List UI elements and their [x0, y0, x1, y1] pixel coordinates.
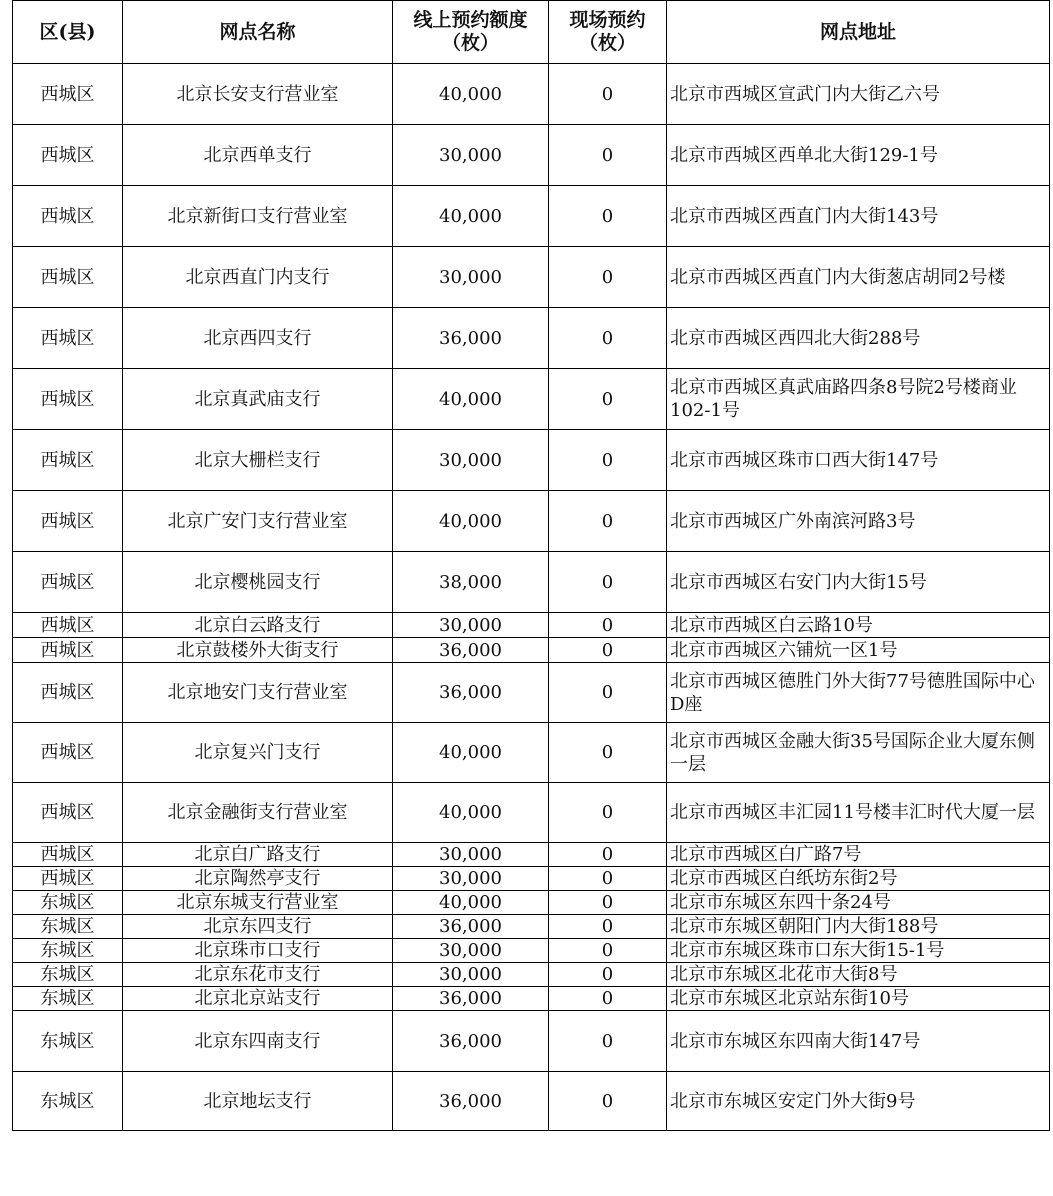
onsite-quota-cell: 0 — [549, 430, 667, 491]
onsite-quota-cell: 0 — [549, 613, 667, 638]
branch-cell: 北京珠市口支行 — [123, 939, 393, 963]
onsite-quota-cell: 0 — [549, 369, 667, 430]
branch-cell: 北京复兴门支行 — [123, 723, 393, 783]
branch-cell: 北京大栅栏支行 — [123, 430, 393, 491]
header-branch: 网点名称 — [123, 1, 393, 64]
district-cell: 西城区 — [13, 369, 123, 430]
address-cell: 北京市东城区东四十条24号 — [667, 891, 1050, 915]
branch-cell: 北京白云路支行 — [123, 613, 393, 638]
district-cell: 西城区 — [13, 430, 123, 491]
onsite-quota-cell: 0 — [549, 491, 667, 552]
online-quota-cell: 30,000 — [393, 939, 549, 963]
onsite-quota-cell: 0 — [549, 1072, 667, 1131]
branch-cell: 北京西直门内支行 — [123, 247, 393, 308]
onsite-quota-cell: 0 — [549, 963, 667, 987]
online-quota-cell: 30,000 — [393, 125, 549, 186]
table-row — [13, 987, 1050, 1011]
table-row — [13, 638, 1050, 663]
address-cell: 北京市东城区北京站东街10号 — [667, 987, 1050, 1011]
table-row — [13, 613, 1050, 638]
address-cell: 北京市西城区真武庙路四条8号院2号楼商业102-1号 — [667, 369, 1050, 430]
district-cell: 西城区 — [13, 491, 123, 552]
district-cell: 西城区 — [13, 638, 123, 663]
branch-cell: 北京新街口支行营业室 — [123, 186, 393, 247]
header-address: 网点地址 — [667, 1, 1050, 64]
table-row — [13, 552, 1050, 613]
district-cell: 西城区 — [13, 308, 123, 369]
address-cell: 北京市东城区安定门外大街9号 — [667, 1072, 1050, 1131]
table-row — [13, 1072, 1050, 1131]
branch-quota-table — [12, 0, 1050, 1131]
district-cell: 东城区 — [13, 915, 123, 939]
onsite-quota-cell: 0 — [549, 64, 667, 125]
district-cell: 西城区 — [13, 613, 123, 638]
branch-cell: 北京长安支行营业室 — [123, 64, 393, 125]
branch-cell: 北京西单支行 — [123, 125, 393, 186]
header-row — [13, 1, 1050, 64]
address-cell: 北京市西城区宣武门内大街乙六号 — [667, 64, 1050, 125]
district-cell: 西城区 — [13, 867, 123, 891]
onsite-quota-cell: 0 — [549, 939, 667, 963]
header-online-quota: 线上预约额度（枚） — [393, 1, 549, 64]
online-quota-cell: 40,000 — [393, 783, 549, 843]
table-row — [13, 186, 1050, 247]
address-cell: 北京市西城区六铺炕一区1号 — [667, 638, 1050, 663]
table-row — [13, 891, 1050, 915]
online-quota-cell: 40,000 — [393, 64, 549, 125]
branch-cell: 北京地坛支行 — [123, 1072, 393, 1131]
address-cell: 北京市西城区珠市口西大街147号 — [667, 430, 1050, 491]
district-cell: 西城区 — [13, 186, 123, 247]
district-cell: 西城区 — [13, 843, 123, 867]
address-cell: 北京市东城区朝阳门内大街188号 — [667, 915, 1050, 939]
table-row — [13, 663, 1050, 723]
onsite-quota-cell: 0 — [549, 723, 667, 783]
table-row — [13, 867, 1050, 891]
table-row — [13, 369, 1050, 430]
onsite-quota-cell: 0 — [549, 552, 667, 613]
table-row — [13, 1011, 1050, 1072]
branch-cell: 北京广安门支行营业室 — [123, 491, 393, 552]
online-quota-cell: 30,000 — [393, 843, 549, 867]
district-cell: 西城区 — [13, 723, 123, 783]
address-cell: 北京市东城区珠市口东大街15-1号 — [667, 939, 1050, 963]
onsite-quota-cell: 0 — [549, 915, 667, 939]
address-cell: 北京市西城区广外南滨河路3号 — [667, 491, 1050, 552]
table-row — [13, 915, 1050, 939]
district-cell: 西城区 — [13, 64, 123, 125]
branch-cell: 北京鼓楼外大街支行 — [123, 638, 393, 663]
branch-cell: 北京真武庙支行 — [123, 369, 393, 430]
district-cell: 东城区 — [13, 987, 123, 1011]
district-cell: 西城区 — [13, 125, 123, 186]
table-row — [13, 939, 1050, 963]
online-quota-cell: 30,000 — [393, 430, 549, 491]
address-cell: 北京市东城区北花市大街8号 — [667, 963, 1050, 987]
address-cell: 北京市西城区西四北大街288号 — [667, 308, 1050, 369]
branch-cell: 北京地安门支行营业室 — [123, 663, 393, 723]
online-quota-cell: 36,000 — [393, 638, 549, 663]
table-row — [13, 723, 1050, 783]
district-cell: 西城区 — [13, 247, 123, 308]
address-cell: 北京市西城区白广路7号 — [667, 843, 1050, 867]
onsite-quota-cell: 0 — [549, 843, 667, 867]
branch-cell: 北京东城支行营业室 — [123, 891, 393, 915]
onsite-quota-cell: 0 — [549, 186, 667, 247]
online-quota-cell: 30,000 — [393, 963, 549, 987]
district-cell: 东城区 — [13, 891, 123, 915]
online-quota-cell: 36,000 — [393, 308, 549, 369]
branch-cell: 北京北京站支行 — [123, 987, 393, 1011]
district-cell: 西城区 — [13, 552, 123, 613]
branch-cell: 北京陶然亭支行 — [123, 867, 393, 891]
branch-cell: 北京东四南支行 — [123, 1011, 393, 1072]
address-cell: 北京市西城区金融大街35号国际企业大厦东侧一层 — [667, 723, 1050, 783]
online-quota-cell: 30,000 — [393, 867, 549, 891]
district-cell: 西城区 — [13, 783, 123, 843]
address-cell: 北京市西城区西直门内大街葱店胡同2号楼 — [667, 247, 1050, 308]
table-row — [13, 963, 1050, 987]
branch-cell: 北京东四支行 — [123, 915, 393, 939]
branch-cell: 北京白广路支行 — [123, 843, 393, 867]
table-row — [13, 491, 1050, 552]
district-cell: 东城区 — [13, 939, 123, 963]
district-cell: 西城区 — [13, 663, 123, 723]
address-cell: 北京市西城区右安门内大街15号 — [667, 552, 1050, 613]
online-quota-cell: 36,000 — [393, 663, 549, 723]
header-district: 区(县) — [13, 1, 123, 64]
district-cell: 东城区 — [13, 963, 123, 987]
table-row — [13, 430, 1050, 491]
table-row — [13, 125, 1050, 186]
address-cell: 北京市西城区白纸坊东街2号 — [667, 867, 1050, 891]
online-quota-cell: 40,000 — [393, 491, 549, 552]
online-quota-cell: 36,000 — [393, 1011, 549, 1072]
online-quota-cell: 40,000 — [393, 369, 549, 430]
online-quota-cell: 38,000 — [393, 552, 549, 613]
onsite-quota-cell: 0 — [549, 867, 667, 891]
online-quota-cell: 30,000 — [393, 613, 549, 638]
district-cell: 东城区 — [13, 1072, 123, 1131]
table-row — [13, 247, 1050, 308]
online-quota-cell: 36,000 — [393, 1072, 549, 1131]
address-cell: 北京市西城区西直门内大街143号 — [667, 186, 1050, 247]
onsite-quota-cell: 0 — [549, 891, 667, 915]
onsite-quota-cell: 0 — [549, 308, 667, 369]
table-row — [13, 843, 1050, 867]
online-quota-cell: 30,000 — [393, 247, 549, 308]
address-cell: 北京市西城区丰汇园11号楼丰汇时代大厦一层 — [667, 783, 1050, 843]
branch-cell: 北京东花市支行 — [123, 963, 393, 987]
address-cell: 北京市西城区西单北大街129-1号 — [667, 125, 1050, 186]
onsite-quota-cell: 0 — [549, 1011, 667, 1072]
online-quota-cell: 40,000 — [393, 186, 549, 247]
online-quota-cell: 36,000 — [393, 987, 549, 1011]
branch-cell: 北京金融街支行营业室 — [123, 783, 393, 843]
address-cell: 北京市西城区德胜门外大街77号德胜国际中心D座 — [667, 663, 1050, 723]
onsite-quota-cell: 0 — [549, 783, 667, 843]
branch-cell: 北京西四支行 — [123, 308, 393, 369]
online-quota-cell: 40,000 — [393, 723, 549, 783]
table-row — [13, 783, 1050, 843]
branch-cell: 北京樱桃园支行 — [123, 552, 393, 613]
header-onsite-quota: 现场预约（枚） — [549, 1, 667, 64]
onsite-quota-cell: 0 — [549, 247, 667, 308]
onsite-quota-cell: 0 — [549, 125, 667, 186]
onsite-quota-cell: 0 — [549, 987, 667, 1011]
table-row — [13, 308, 1050, 369]
address-cell: 北京市东城区东四南大街147号 — [667, 1011, 1050, 1072]
address-cell: 北京市西城区白云路10号 — [667, 613, 1050, 638]
onsite-quota-cell: 0 — [549, 663, 667, 723]
onsite-quota-cell: 0 — [549, 638, 667, 663]
district-cell: 东城区 — [13, 1011, 123, 1072]
table-row — [13, 64, 1050, 125]
online-quota-cell: 40,000 — [393, 891, 549, 915]
online-quota-cell: 36,000 — [393, 915, 549, 939]
